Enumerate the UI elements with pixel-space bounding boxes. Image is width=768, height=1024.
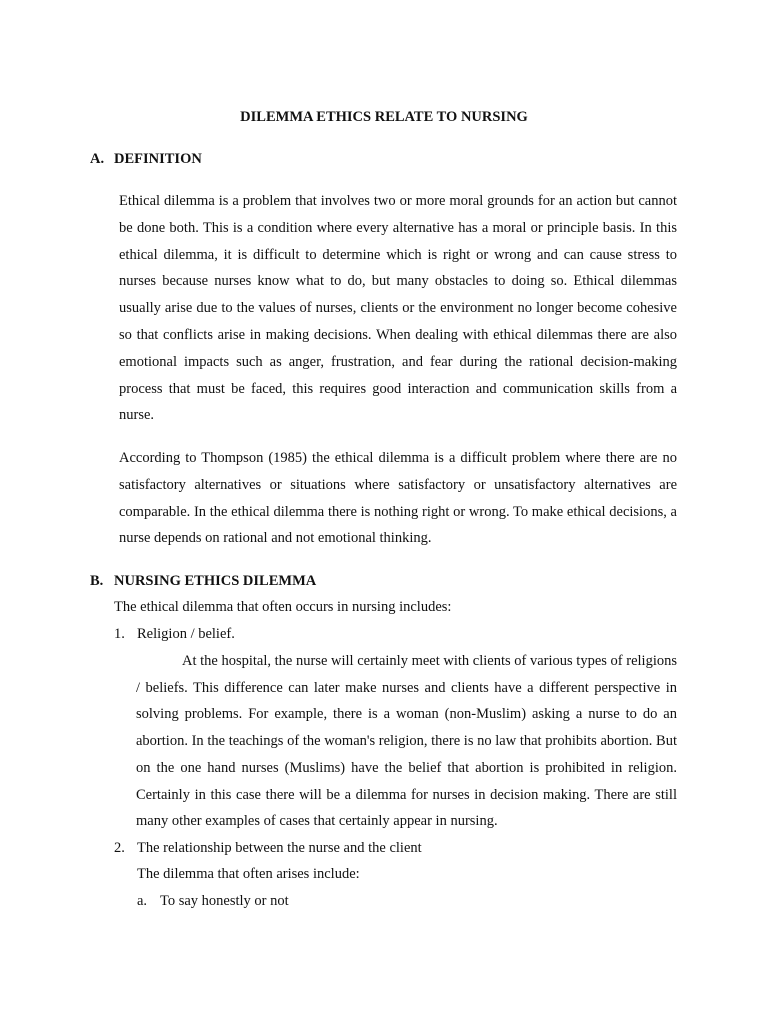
list-item-1-heading bbox=[114, 624, 235, 644]
section-a-title: DEFINITION bbox=[114, 151, 202, 167]
list-item-2-number: 2. bbox=[114, 840, 125, 856]
sub-item-a-label: To say honestly or not bbox=[160, 893, 289, 909]
section-b-letter: B. bbox=[90, 573, 104, 589]
list-item-2-heading bbox=[114, 838, 422, 858]
sub-item-a-letter: a. bbox=[137, 893, 148, 909]
section-a-letter: A. bbox=[90, 151, 105, 167]
document-title: DILEMMA ETHICS RELATE TO NURSING bbox=[240, 109, 528, 125]
list-item-2-label: The relationship between the nurse and the client bbox=[137, 840, 422, 856]
list-item-2-intro: The dilemma that often arises include: bbox=[137, 866, 360, 882]
section-a-heading bbox=[90, 149, 202, 169]
list-item-1-number: 1. bbox=[114, 626, 125, 642]
section-b-heading bbox=[90, 571, 316, 591]
sub-item-a bbox=[137, 891, 289, 911]
list-item-1-label: Religion / belief. bbox=[137, 626, 235, 642]
definition-paragraph-2: According to Thompson (1985) the ethical dilemma is a difficult problem where there are no satisfactory alternatives or situations where satisfactory or unsatisfactory alternatives are comparable. In the ethical dilemma there is nothing right or wrong. To make ethical decisions, a nurse depends on rational and not emotional thinking. bbox=[119, 450, 677, 547]
definition-paragraph-1: Ethical dilemma is a problem that involves two or more moral grounds for an action but cannot be done both. This is a condition where every alternative has a moral or principle basis. In this ethical dilemma, it is difficult to determine which is right or wrong and can cause stress to nurses because nurses know what to do, but many obstacles to doing so. Ethical dilemmas usually arise due to the values of nurses, clients or the environment no longer become cohesive so that conflicts arise in making decisions. When dealing with ethical dilemmas there are also emotional impacts such as anger, frustration, and fear during the rational decision-making process that must be faced, this requires good interaction and communication skills from a nurse. bbox=[119, 193, 677, 424]
section-b-title: NURSING ETHICS DILEMMA bbox=[114, 573, 317, 589]
section-b-intro: The ethical dilemma that often occurs in nursing includes: bbox=[114, 599, 452, 615]
list-item-1-text: At the hospital, the nurse will certainly meet with clients of various types of religions / beliefs. This difference can later make nurses and clients have a different perspective in solving problems. For example, there is a woman (non-Muslim) asking a nurse to do an abortion. In the teachings of the woman's religion, there is no law that prohibits abortion. But on the one hand nurses (Muslims) have the belief that abortion is prohibited in religion. Certainly in this case there will be a dilemma for nurses in decision making. There are still many other examples of cases that certainly appear in nursing. bbox=[136, 653, 677, 830]
